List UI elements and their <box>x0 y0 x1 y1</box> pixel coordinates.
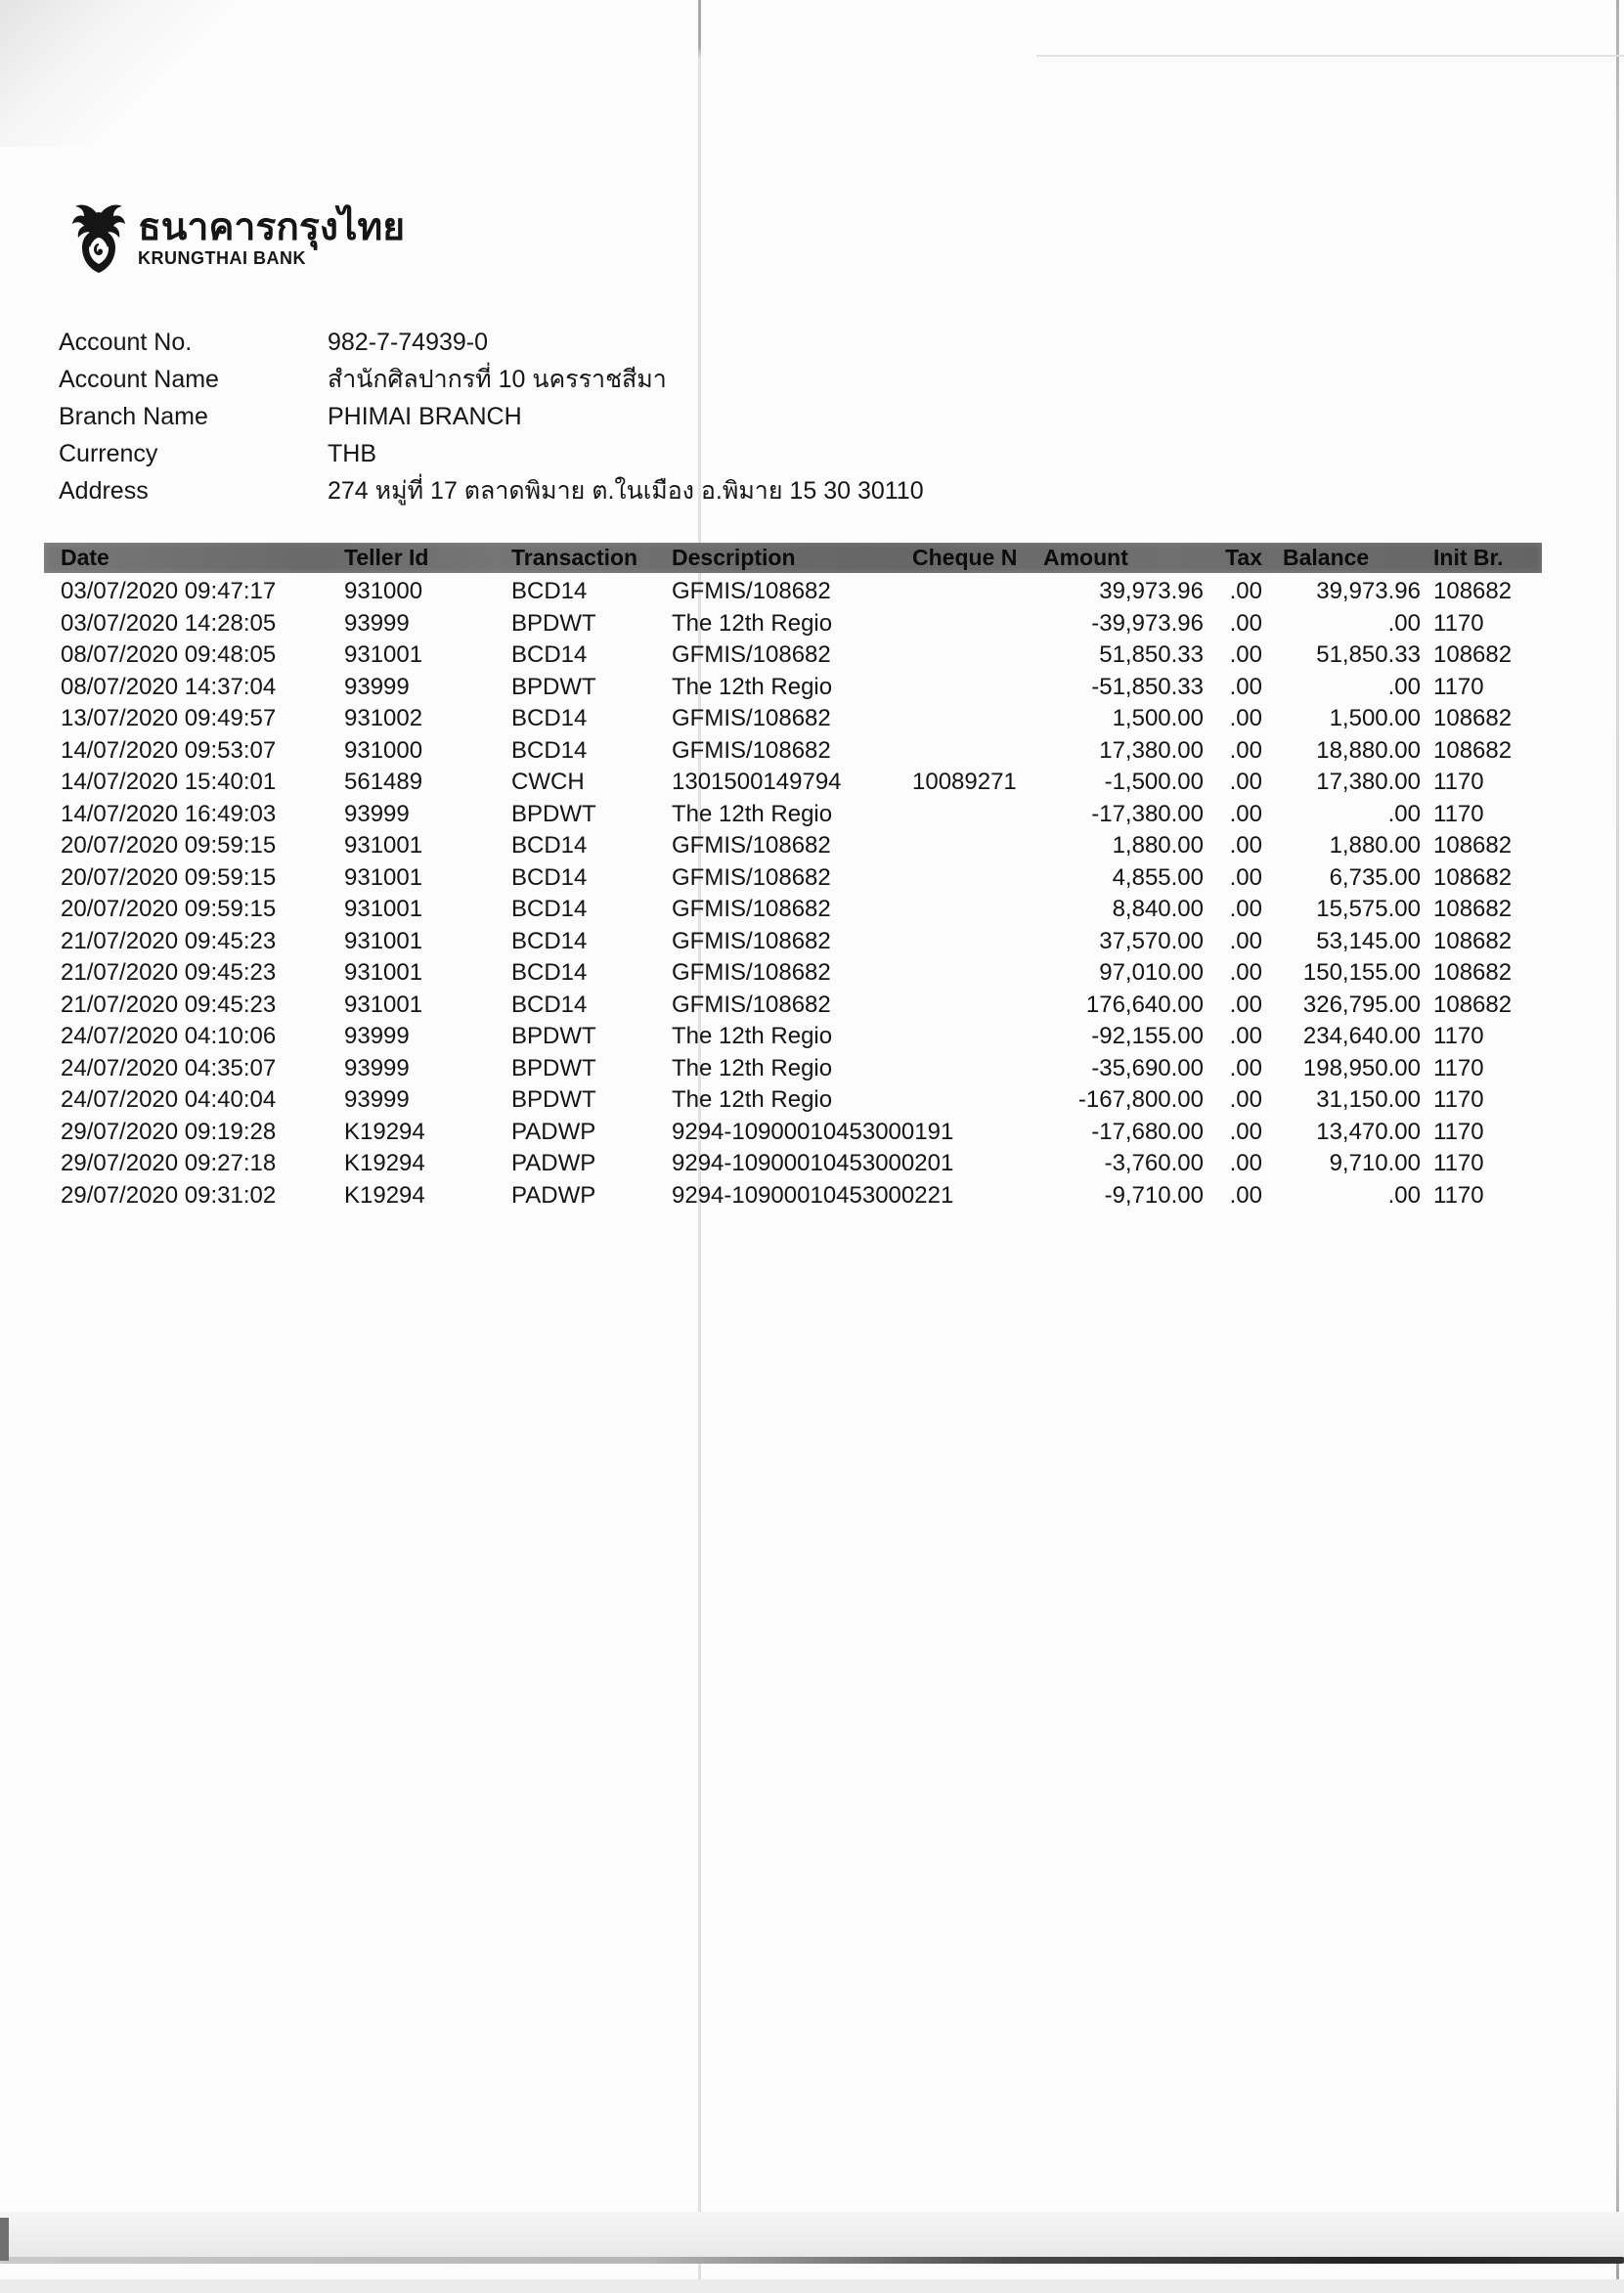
cell-teller-id: 93999 <box>344 1054 410 1081</box>
cell-transaction: BCD14 <box>511 578 588 604</box>
cell-description: The 12th Regio <box>672 1023 833 1049</box>
transactions-table-body <box>44 576 1542 1212</box>
cell-transaction: CWCH <box>511 769 585 795</box>
cell-teller-id: K19294 <box>344 1181 425 1209</box>
cell-teller-id: 931000 <box>344 736 423 764</box>
transaction-row <box>44 799 1542 831</box>
cell-transaction: BCD14 <box>511 641 588 668</box>
cell-date: 14/07/2020 15:40:01 <box>61 769 277 795</box>
cell-date: 21/07/2020 09:45:23 <box>61 927 277 954</box>
cell-date: 21/07/2020 09:45:23 <box>61 959 277 986</box>
cell-tax: .00 <box>1229 1118 1262 1145</box>
scan-corner-shadow <box>0 0 235 147</box>
bank-brand <box>71 200 405 277</box>
cell-balance: 198,950.00 <box>1302 1054 1421 1081</box>
cell-amount: -167,800.00 <box>1077 1086 1204 1113</box>
cell-amount: 8,840.00 <box>1112 896 1204 922</box>
transaction-row <box>44 576 1542 608</box>
cell-balance: 6,735.00 <box>1329 863 1421 891</box>
cell-amount: 17,380.00 <box>1099 736 1204 764</box>
cell-amount: -51,850.33 <box>1091 673 1204 700</box>
cell-teller-id: 931001 <box>344 959 423 986</box>
cell-description: GFMIS/108682 <box>672 578 831 604</box>
cell-amount: -39,973.96 <box>1091 609 1204 637</box>
cell-init-branch: 108682 <box>1433 705 1513 731</box>
cell-init-branch: 108682 <box>1433 991 1513 1018</box>
cell-teller-id: 931001 <box>344 991 423 1018</box>
bank-name-thai: ธนาคารกรุงไทย <box>138 206 406 248</box>
cell-init-branch: 108682 <box>1433 959 1513 986</box>
cell-init-branch: 1170 <box>1433 1086 1484 1113</box>
cell-date: 29/07/2020 09:31:02 <box>61 1181 277 1209</box>
branch-name-row <box>59 398 924 435</box>
cell-date: 03/07/2020 14:28:05 <box>61 609 277 637</box>
transaction-row <box>44 672 1542 704</box>
cell-init-branch: 108682 <box>1433 927 1513 954</box>
cell-balance: .00 <box>1387 609 1421 637</box>
cell-tax: .00 <box>1229 705 1262 731</box>
cell-description: The 12th Regio <box>672 673 833 700</box>
cell-teller-id: K19294 <box>344 1150 425 1176</box>
cell-teller-id: 931001 <box>344 641 423 668</box>
cell-tax: .00 <box>1229 832 1262 859</box>
cell-amount: 51,850.33 <box>1099 641 1204 668</box>
cell-transaction: BCD14 <box>511 832 588 859</box>
cell-amount: 97,010.00 <box>1099 959 1204 986</box>
transaction-row <box>44 1053 1542 1085</box>
cell-tax: .00 <box>1229 896 1262 922</box>
cell-balance: .00 <box>1387 1181 1421 1209</box>
cell-init-branch: 108682 <box>1433 832 1513 859</box>
header-cheque-no: Cheque N <box>912 545 1018 570</box>
transaction-row <box>44 957 1542 990</box>
cell-date: 14/07/2020 09:53:07 <box>61 736 277 764</box>
cell-init-branch: 1170 <box>1433 800 1484 827</box>
transaction-row <box>44 1117 1542 1149</box>
cell-teller-id: 931001 <box>344 863 423 891</box>
transaction-row <box>44 990 1542 1022</box>
account-number-value: 982-7-74939-0 <box>328 329 489 356</box>
scan-bottom-strip <box>0 2279 1624 2293</box>
bank-name-english: KRUNGTHAI BANK <box>138 248 306 268</box>
currency-label: Currency <box>59 440 158 467</box>
transaction-row <box>44 608 1542 640</box>
cell-description: GFMIS/108682 <box>672 991 831 1018</box>
cell-tax: .00 <box>1229 991 1262 1018</box>
cell-amount: 39,973.96 <box>1099 578 1204 604</box>
cell-description: 9294-10900010453000221 <box>672 1181 954 1209</box>
cell-amount: -17,680.00 <box>1091 1118 1204 1145</box>
cell-init-branch: 108682 <box>1433 578 1513 604</box>
cell-init-branch: 1170 <box>1433 769 1484 795</box>
currency-row <box>59 435 924 472</box>
cell-balance: 31,150.00 <box>1316 1086 1421 1113</box>
cell-balance: 1,880.00 <box>1329 832 1421 859</box>
address-value: 274 หมู่ที่ 17 ตลาดพิมาย ต.ในเมือง อ.พิมาย 15 30 30110 <box>328 477 924 505</box>
cell-teller-id: 931001 <box>344 832 423 859</box>
transaction-row <box>44 862 1542 895</box>
cell-description: GFMIS/108682 <box>672 641 831 668</box>
currency-value: THB <box>328 440 376 467</box>
cell-amount: 1,500.00 <box>1112 705 1204 731</box>
cell-init-branch: 108682 <box>1433 863 1513 891</box>
cell-teller-id: 93999 <box>344 800 410 827</box>
cell-balance: 13,470.00 <box>1316 1118 1421 1145</box>
cell-balance: .00 <box>1387 800 1421 827</box>
cell-init-branch: 1170 <box>1433 1181 1484 1209</box>
cell-tax: .00 <box>1229 641 1262 668</box>
cell-tax: .00 <box>1229 769 1262 795</box>
transaction-row <box>44 1180 1542 1213</box>
cell-balance: 18,880.00 <box>1316 736 1421 764</box>
cell-tax: .00 <box>1229 800 1262 827</box>
cell-date: 08/07/2020 09:48:05 <box>61 641 277 668</box>
header-description: Description <box>672 545 796 570</box>
cell-teller-id: 561489 <box>344 769 423 795</box>
cell-teller-id: 93999 <box>344 673 410 700</box>
header-init-branch: Init Br. <box>1433 545 1504 570</box>
cell-amount: 176,640.00 <box>1085 991 1204 1018</box>
cell-transaction: BCD14 <box>511 896 588 922</box>
cell-transaction: BPDWT <box>511 609 596 637</box>
cell-date: 03/07/2020 09:47:17 <box>61 578 277 604</box>
header-teller-id: Teller Id <box>344 545 429 570</box>
cell-transaction: BPDWT <box>511 1086 596 1113</box>
header-transaction: Transaction <box>511 545 638 570</box>
cell-transaction: BCD14 <box>511 736 588 764</box>
transactions-table-header <box>44 543 1542 573</box>
cell-tax: .00 <box>1229 959 1262 986</box>
transaction-row <box>44 926 1542 958</box>
cell-date: 14/07/2020 16:49:03 <box>61 800 277 827</box>
cell-init-branch: 108682 <box>1433 896 1513 922</box>
branch-name-value: PHIMAI BRANCH <box>328 403 522 430</box>
transaction-row <box>44 639 1542 672</box>
cell-date: 08/07/2020 14:37:04 <box>61 673 277 700</box>
cell-date: 24/07/2020 04:10:06 <box>61 1023 277 1049</box>
cell-description: GFMIS/108682 <box>672 959 831 986</box>
cell-description: The 12th Regio <box>672 609 833 637</box>
transaction-row <box>44 830 1542 862</box>
cell-amount: -92,155.00 <box>1091 1023 1204 1049</box>
cell-transaction: BPDWT <box>511 1023 596 1049</box>
cell-description: 9294-10900010453000191 <box>672 1118 954 1145</box>
cell-init-branch: 108682 <box>1433 736 1513 764</box>
header-balance: Balance <box>1283 545 1370 570</box>
cell-transaction: BCD14 <box>511 705 588 731</box>
cell-teller-id: 93999 <box>344 609 410 637</box>
cell-amount: 37,570.00 <box>1099 927 1204 954</box>
cell-transaction: BCD14 <box>511 991 588 1018</box>
cell-transaction: BCD14 <box>511 959 588 986</box>
cell-transaction: BPDWT <box>511 800 596 827</box>
cell-description: The 12th Regio <box>672 1086 833 1113</box>
cell-date: 24/07/2020 04:40:04 <box>61 1086 277 1113</box>
cell-tax: .00 <box>1229 578 1262 604</box>
account-info-block <box>59 324 924 509</box>
transaction-row <box>44 767 1542 799</box>
cell-balance: 17,380.00 <box>1316 769 1421 795</box>
cell-tax: .00 <box>1229 1181 1262 1209</box>
cell-description: GFMIS/108682 <box>672 705 831 731</box>
scan-bottom-band <box>0 2212 1624 2261</box>
cell-balance: 326,795.00 <box>1302 991 1421 1018</box>
header-date: Date <box>61 545 110 570</box>
cell-balance: 39,973.96 <box>1316 578 1421 604</box>
cell-balance: 1,500.00 <box>1329 705 1421 731</box>
cell-init-branch: 1170 <box>1433 1118 1484 1145</box>
cell-tax: .00 <box>1229 1023 1262 1049</box>
cell-description: GFMIS/108682 <box>672 736 831 764</box>
cell-cheque-no: 10089271 <box>912 769 1017 795</box>
cell-balance: .00 <box>1387 673 1421 700</box>
cell-date: 13/07/2020 09:49:57 <box>61 705 277 731</box>
cell-amount: -9,710.00 <box>1104 1181 1204 1209</box>
account-number-row <box>59 324 924 361</box>
cell-amount: 1,880.00 <box>1112 832 1204 859</box>
cell-teller-id: 931001 <box>344 896 423 922</box>
cell-transaction: BCD14 <box>511 927 588 954</box>
transaction-row <box>44 1021 1542 1053</box>
cell-init-branch: 1170 <box>1433 673 1484 700</box>
transaction-row <box>44 735 1542 768</box>
cell-teller-id: 931001 <box>344 927 423 954</box>
cell-amount: -35,690.00 <box>1091 1054 1204 1081</box>
cell-date: 29/07/2020 09:27:18 <box>61 1150 277 1176</box>
transaction-row <box>44 894 1542 926</box>
cell-tax: .00 <box>1229 863 1262 891</box>
cell-transaction: PADWP <box>511 1118 596 1145</box>
account-name-label: Account Name <box>59 366 219 393</box>
scan-bottom-left-mark <box>0 2218 9 2261</box>
account-number-label: Account No. <box>59 329 193 356</box>
cell-balance: 150,155.00 <box>1302 959 1421 986</box>
cell-date: 29/07/2020 09:19:28 <box>61 1118 277 1145</box>
cell-balance: 9,710.00 <box>1329 1150 1421 1176</box>
cell-teller-id: 93999 <box>344 1023 410 1049</box>
transaction-row <box>44 703 1542 735</box>
cell-date: 24/07/2020 04:35:07 <box>61 1054 277 1081</box>
cell-tax: .00 <box>1229 1086 1262 1113</box>
transaction-row <box>44 1084 1542 1117</box>
cell-init-branch: 1170 <box>1433 1054 1484 1081</box>
cell-transaction: PADWP <box>511 1150 596 1176</box>
cell-balance: 15,575.00 <box>1316 896 1421 922</box>
cell-amount: 4,855.00 <box>1112 863 1204 891</box>
cell-tax: .00 <box>1229 927 1262 954</box>
cell-transaction: PADWP <box>511 1181 596 1209</box>
cell-description: The 12th Regio <box>672 1054 833 1081</box>
cell-date: 20/07/2020 09:59:15 <box>61 896 277 922</box>
cell-balance: 234,640.00 <box>1302 1023 1421 1049</box>
cell-balance: 53,145.00 <box>1316 927 1421 954</box>
cell-tax: .00 <box>1229 1054 1262 1081</box>
account-name-row <box>59 361 924 398</box>
cell-description: GFMIS/108682 <box>672 896 831 922</box>
cell-tax: .00 <box>1229 673 1262 700</box>
cell-balance: 51,850.33 <box>1316 641 1421 668</box>
cell-amount: -17,380.00 <box>1091 800 1204 827</box>
cell-date: 21/07/2020 09:45:23 <box>61 991 277 1018</box>
cell-tax: .00 <box>1229 736 1262 764</box>
cell-tax: .00 <box>1229 609 1262 637</box>
cell-transaction: BCD14 <box>511 863 588 891</box>
cell-description: GFMIS/108682 <box>672 927 831 954</box>
cell-teller-id: 931000 <box>344 578 423 604</box>
cell-init-branch: 1170 <box>1433 609 1484 637</box>
krungthai-bird-logo-icon <box>71 200 126 277</box>
cell-description: The 12th Regio <box>672 800 833 827</box>
address-label: Address <box>59 477 149 505</box>
scan-bottom-edge <box>0 2257 1624 2264</box>
cell-init-branch: 108682 <box>1433 641 1513 668</box>
cell-amount: -3,760.00 <box>1104 1150 1204 1176</box>
cell-description: GFMIS/108682 <box>672 863 831 891</box>
address-row <box>59 472 924 509</box>
branch-name-label: Branch Name <box>59 403 208 430</box>
header-tax: Tax <box>1225 545 1262 570</box>
account-name-value: สำนักศิลปากรที่ 10 นครราชสีมา <box>328 366 667 393</box>
cell-description: 1301500149794 <box>672 769 842 795</box>
header-amount: Amount <box>1043 545 1128 570</box>
cell-teller-id: 931002 <box>344 705 423 731</box>
cell-transaction: BPDWT <box>511 1054 596 1081</box>
cell-init-branch: 1170 <box>1433 1023 1484 1049</box>
cell-description: 9294-10900010453000201 <box>672 1150 954 1176</box>
cell-date: 20/07/2020 09:59:15 <box>61 863 277 891</box>
bank-name-block <box>138 208 405 269</box>
cell-teller-id: 93999 <box>344 1086 410 1113</box>
cell-description: GFMIS/108682 <box>672 832 831 859</box>
cell-tax: .00 <box>1229 1150 1262 1176</box>
scan-streak <box>1036 55 1624 57</box>
transaction-row <box>44 1148 1542 1180</box>
cell-transaction: BPDWT <box>511 673 596 700</box>
cell-amount: -1,500.00 <box>1104 769 1204 795</box>
scan-right-edge <box>1616 0 1619 2293</box>
cell-date: 20/07/2020 09:59:15 <box>61 832 277 859</box>
cell-teller-id: K19294 <box>344 1118 425 1145</box>
cell-init-branch: 1170 <box>1433 1150 1484 1176</box>
